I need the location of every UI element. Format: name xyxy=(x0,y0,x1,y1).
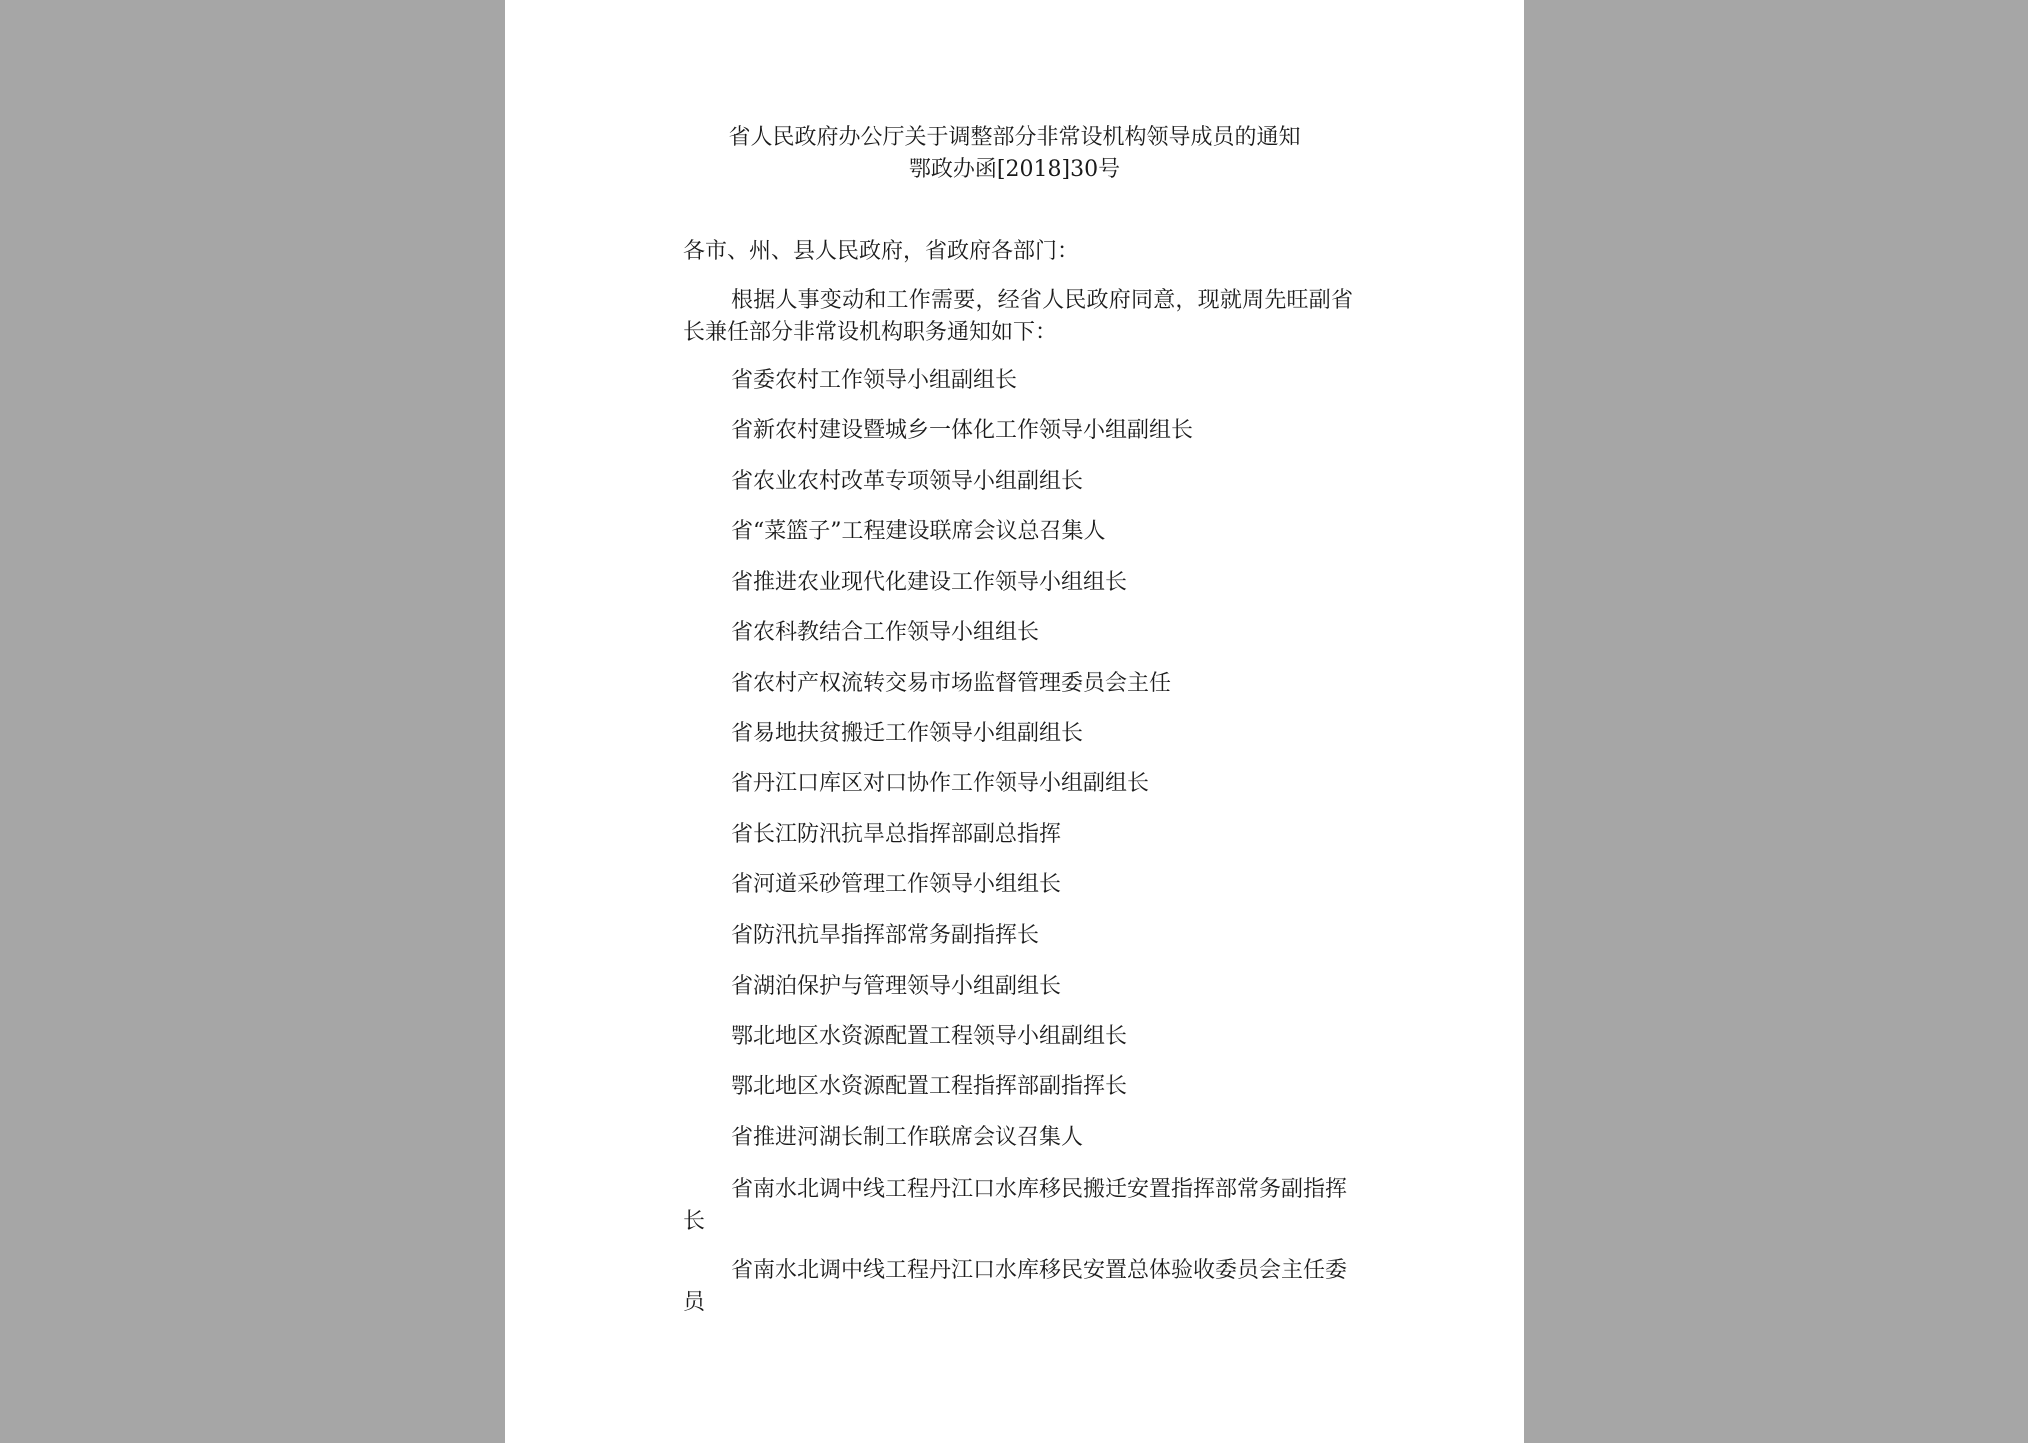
document-page xyxy=(505,0,1524,1443)
document-number: 鄂政办函[2018]30号 xyxy=(908,157,1121,182)
document-title: 省人民政府办公厅关于调整部分非常设机构领导成员的通知 xyxy=(728,125,1301,150)
list-item: 省新农村建设暨城乡一体化工作领导小组副组长 xyxy=(731,418,1194,443)
list-item: 省委农村工作领导小组副组长 xyxy=(731,368,1018,393)
list-item: 省“菜篮子”工程建设联席会议总召集人 xyxy=(731,519,1106,544)
list-item: 鄂北地区水资源配置工程指挥部副指挥长 xyxy=(731,1074,1128,1099)
list-item: 省防汛抗旱指挥部常务副指挥长 xyxy=(731,923,1040,948)
list-item: 省湖泊保护与管理领导小组副组长 xyxy=(731,974,1062,999)
list-item: 省河道采砂管理工作领导小组组长 xyxy=(731,872,1062,897)
list-item: 鄂北地区水资源配置工程领导小组副组长 xyxy=(731,1024,1128,1049)
list-item: 省长江防汛抗旱总指挥部副总指挥 xyxy=(731,822,1062,847)
list-item: 省推进河湖长制工作联席会议召集人 xyxy=(731,1125,1084,1150)
list-item: 省南水北调中线工程丹江口水库移民搬迁安置指挥部常务副指挥长 xyxy=(683,1177,1348,1234)
list-item: 省农业农村改革专项领导小组副组长 xyxy=(731,469,1084,494)
list-item: 省农村产权流转交易市场监督管理委员会主任 xyxy=(731,671,1172,696)
list-item: 省推进农业现代化建设工作领导小组组长 xyxy=(731,570,1128,595)
list-item: 省农科教结合工作领导小组组长 xyxy=(731,620,1040,645)
list-item: 省丹江口库区对口协作工作领导小组副组长 xyxy=(731,771,1150,796)
salutation: 各市、州、县人民政府，省政府各部门： xyxy=(683,239,1080,264)
intro-paragraph: 根据人事变动和工作需要，经省人民政府同意，现就周先旺副省长兼任部分非常设机构职务通知如下： xyxy=(683,288,1353,345)
list-item: 省南水北调中线工程丹江口水库移民安置总体验收委员会主任委员 xyxy=(683,1258,1348,1315)
list-item: 省易地扶贫搬迁工作领导小组副组长 xyxy=(731,721,1084,746)
